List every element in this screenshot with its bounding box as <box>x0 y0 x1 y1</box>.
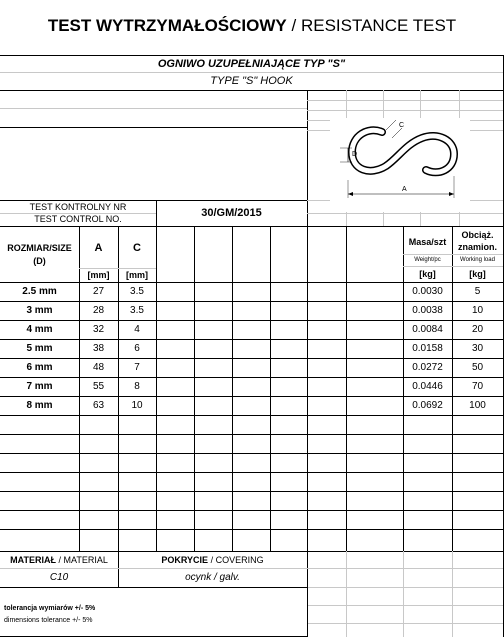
title-english: RESISTANCE TEST <box>300 16 457 35</box>
mass-cell: 0.0038 <box>412 305 443 316</box>
a-cell: 55 <box>92 381 105 392</box>
size-cell: 7 mm <box>26 381 53 392</box>
tolerance-english: dimensions tolerance +/- 5% <box>4 617 93 624</box>
c-cell: 4 <box>134 324 140 335</box>
load-cell: 100 <box>469 400 486 411</box>
column-header-mass-en: Weight/pc <box>414 257 441 263</box>
mass-cell: 0.0084 <box>412 324 443 335</box>
a-cell: 63 <box>92 400 105 411</box>
size-cell: 2.5 mm <box>22 286 57 297</box>
column-header-a: A <box>94 242 103 254</box>
material-value: C10 <box>49 572 69 583</box>
column-header-c: C <box>133 242 141 254</box>
covering-label-polish: POKRYCIE <box>161 555 209 565</box>
a-cell: 27 <box>92 286 105 297</box>
column-unit-load: [kg] <box>469 269 486 279</box>
mass-cell: 0.0030 <box>412 286 443 297</box>
c-cell: 6 <box>134 343 140 354</box>
control-label-english: TEST CONTROL NO. <box>34 214 122 224</box>
size-cell: 4 mm <box>26 324 53 335</box>
covering-label <box>118 555 307 565</box>
column-header-load-1: Obciąż. <box>461 230 494 240</box>
size-cell: 3 mm <box>26 305 53 316</box>
material-label <box>0 555 118 565</box>
covering-label-separator: / <box>208 555 216 565</box>
control-label-polish: TEST KONTROLNY NR <box>29 202 127 212</box>
column-header-size: ROZMIAR/SIZE <box>7 243 72 253</box>
tolerance-polish: tolerancja wymiarów +/- 5% <box>4 605 96 612</box>
size-cell: 6 mm <box>26 362 53 373</box>
s-hook-drawing <box>330 118 470 212</box>
page-title <box>0 16 504 36</box>
a-cell: 38 <box>92 343 105 354</box>
s-hook-diagram <box>330 118 470 212</box>
load-cell: 10 <box>471 305 484 316</box>
diagram-label-a: A <box>402 186 407 193</box>
c-cell: 3.5 <box>130 305 144 316</box>
c-cell: 10 <box>131 400 143 411</box>
column-unit-c: [mm] <box>126 270 148 280</box>
column-header-load-en: Working load <box>460 257 495 263</box>
load-cell: 20 <box>471 324 484 335</box>
a-cell: 48 <box>92 362 105 373</box>
load-cell: 70 <box>471 381 484 392</box>
c-cell: 8 <box>134 381 140 392</box>
product-name-english: TYPE "S" HOOK <box>210 75 293 87</box>
column-unit-a: [mm] <box>87 270 110 280</box>
title-separator: / <box>291 16 297 35</box>
a-cell: 32 <box>92 324 105 335</box>
product-name-polish: OGNIWO UZUPEŁNIAJĄCE TYP "S" <box>157 58 346 70</box>
mass-cell: 0.0272 <box>412 362 443 373</box>
c-cell: 7 <box>134 362 140 373</box>
size-cell: 5 mm <box>26 343 53 354</box>
diagram-label-c: C <box>399 122 405 129</box>
size-cell: 8 mm <box>26 400 53 411</box>
diagram-label-d: D <box>352 151 358 158</box>
mass-cell: 0.0446 <box>412 381 443 392</box>
material-label-separator: / <box>55 555 64 565</box>
c-cell: 3.5 <box>130 286 144 297</box>
mass-cell: 0.0692 <box>412 400 443 411</box>
title-polish: TEST WYTRZYMAŁOŚCIOWY <box>47 16 287 35</box>
a-cell: 28 <box>92 305 105 316</box>
column-header-load-2: znamion. <box>457 242 497 252</box>
mass-cell: 0.0158 <box>412 343 443 354</box>
load-cell: 50 <box>471 362 484 373</box>
column-header-mass: Masa/szt <box>408 237 447 247</box>
covering-value: ocynk / galv. <box>185 572 240 583</box>
material-label-polish: MATERIAŁ <box>10 555 56 565</box>
material-label-english: MATERIAL <box>63 555 108 565</box>
control-number: 30/GM/2015 <box>201 207 262 219</box>
load-cell: 5 <box>474 286 481 297</box>
covering-label-english: COVERING <box>215 555 264 565</box>
column-header-size-sub: (D) <box>33 256 46 266</box>
load-cell: 30 <box>471 343 484 354</box>
column-unit-mass: [kg] <box>419 269 436 279</box>
